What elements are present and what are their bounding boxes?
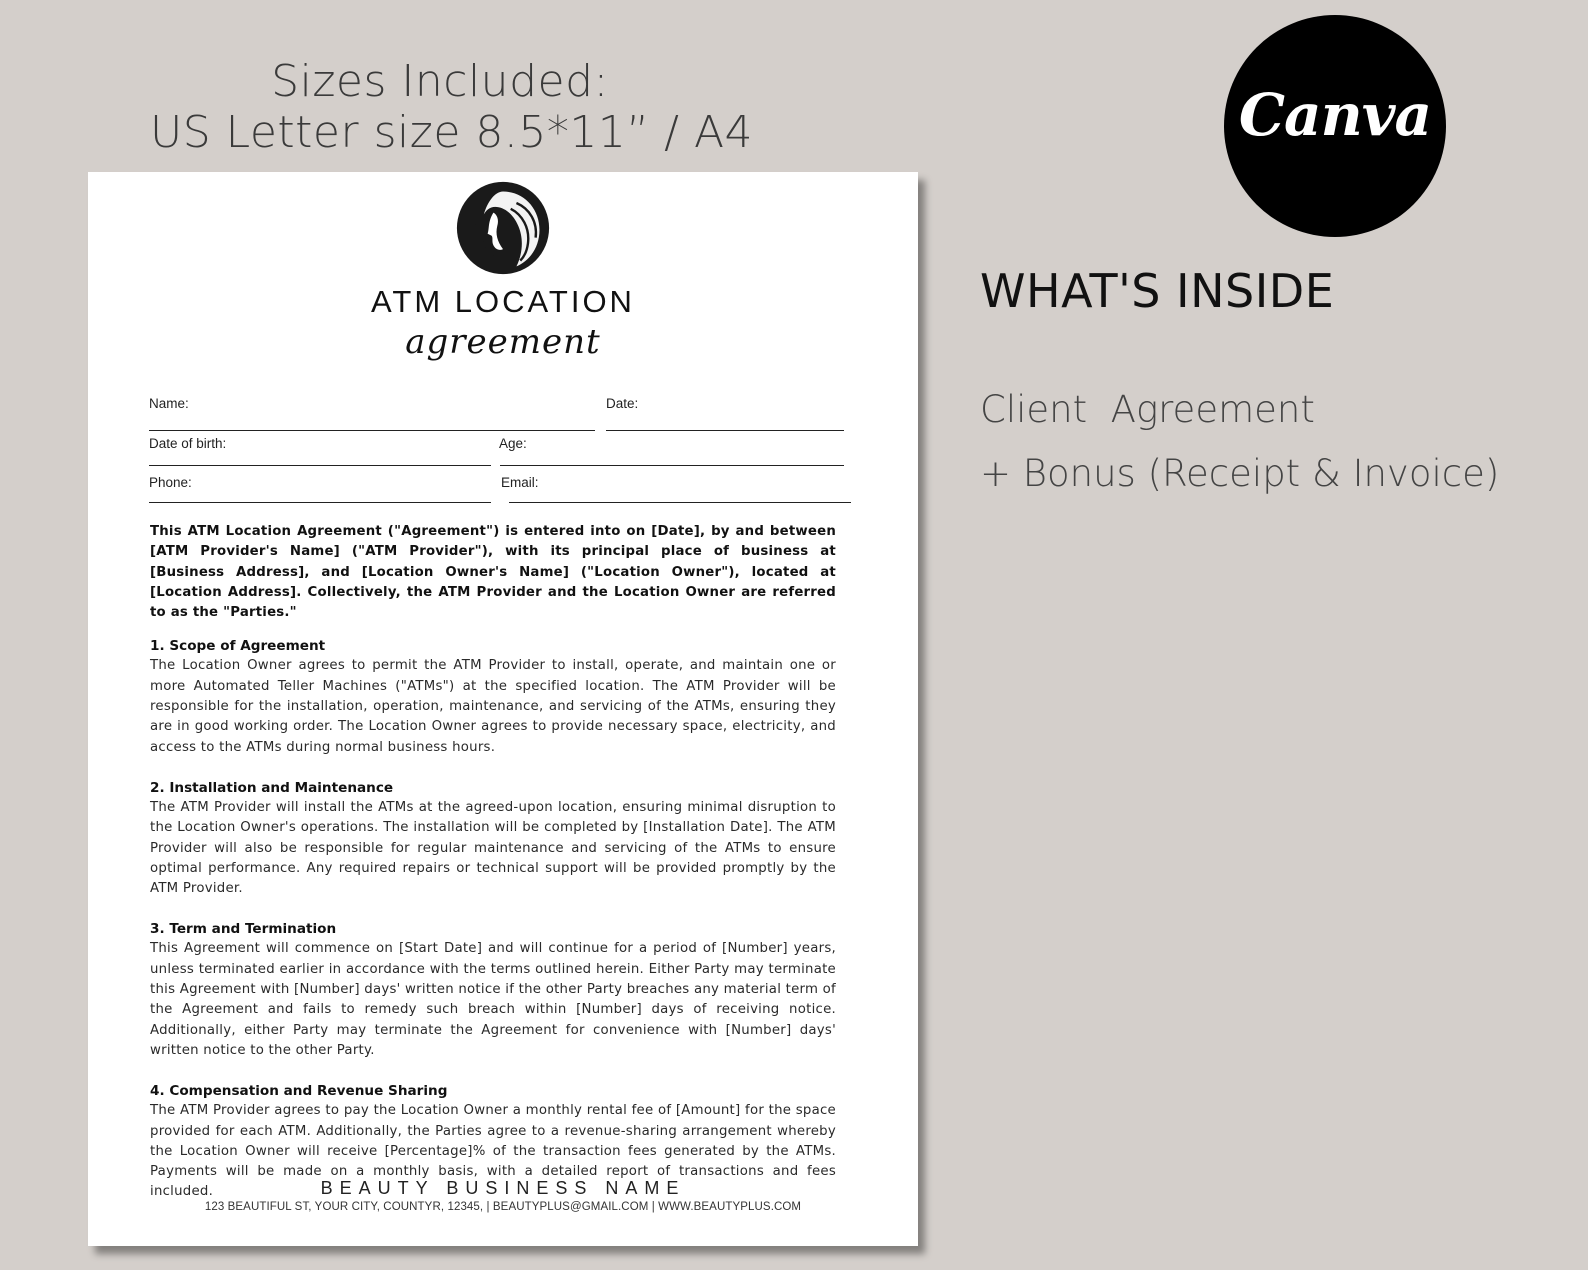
- field-line-date[interactable]: [606, 430, 844, 431]
- whats-inside-heading: WHAT'S INSIDE: [980, 264, 1335, 318]
- section-heading: 1. Scope of Agreement: [150, 638, 326, 655]
- footer-business-name: BEAUTY BUSINESS NAME: [320, 1178, 686, 1198]
- woman-profile-logo-icon: [455, 180, 551, 276]
- section-text: This Agreement will commence on [Start Date] and will continue for a period of [Number] years, unless terminated earlier in accordance with the terms outlined herein. Either Party may terminate this Agreement with [Number] days' written notice if the other Party breaches any material term of the Agreement and fails to remedy such breach within [Number] days of receiving notice. Additionally, either Party may terminate the Agreement for convenience with [Number] days' written notice to the other Party.: [150, 941, 836, 1058]
- field-line-dob[interactable]: [149, 465, 491, 466]
- document-subtitle-script: agreement: [405, 322, 601, 362]
- document-title: ATM LOCATION: [371, 284, 635, 319]
- field-label-email: Email:: [501, 475, 539, 490]
- section-heading: 3. Term and Termination: [150, 921, 337, 938]
- field-label-name: Name:: [149, 396, 189, 411]
- field-label-dob: Date of birth:: [149, 436, 227, 451]
- sizes-line-2: US Letter size 8.5*11” / A4: [150, 107, 754, 158]
- section-text: The ATM Provider will install the ATMs at the agreed-upon location, ensuring minimal disruption to the Location Owner's operations. The installation will be completed by [Installation Date]. The ATM Provider will also be responsible for regular maintenance and servicing of the ATMs to ensure optimal performance. Any required repairs or technical support will be provided promptly by the ATM Provider.: [150, 799, 836, 897]
- section-installation: [150, 778, 836, 899]
- field-line-phone[interactable]: [149, 502, 491, 503]
- inside-item-bonus: + Bonus (Receipt & Invoice): [980, 452, 1500, 495]
- sizes-line-1: Sizes Included:: [271, 56, 609, 107]
- field-label-phone: Phone:: [149, 475, 192, 490]
- document-page: [88, 172, 918, 1246]
- section-scope: [150, 636, 836, 757]
- canva-logo-badge: [1224, 15, 1446, 237]
- section-heading: 4. Compensation and Revenue Sharing: [150, 1083, 448, 1100]
- field-label-age: Age:: [499, 436, 527, 451]
- inside-item-client-agreement: Client Agreement: [980, 388, 1315, 431]
- field-line-name[interactable]: [149, 430, 595, 431]
- section-text: The Location Owner agrees to permit the ATM Provider to install, operate, and maintain one or more Automated Teller Machines ("ATMs") at the specified location. The ATM Provider will be responsible for the installation, operation, maintenance, and servicing of the ATMs, ensuring they are in good working order. The Location Owner agrees to provide necessary space, electricity, and access to the ATMs during normal business hours.: [150, 658, 836, 755]
- agreement-intro: This ATM Location Agreement ("Agreement") is entered into on [Date], by and between [ATM Provider's Name] ("ATM Provider"), with its principal place of business at [Business Address], and [Location Owner's Name] ("Location Owner"), located at [Location Address]. Collectively, the ATM Provider and the Location Owner are referred to as the "Parties.": [150, 524, 836, 621]
- section-heading: 2. Installation and Maintenance: [150, 779, 394, 796]
- field-label-date: Date:: [606, 396, 639, 411]
- field-line-age[interactable]: [500, 465, 844, 466]
- footer-address: 123 BEAUTIFUL ST, YOUR CITY, COUNTYR, 12345, | BEAUTYPLUS@GMAIL.COM | WWW.BEAUTYPLUS.COM: [204, 1201, 802, 1213]
- section-term: [150, 919, 836, 1061]
- agreement-body: [150, 522, 836, 1203]
- canva-logo-text: Canva: [1238, 81, 1432, 149]
- field-line-email[interactable]: [509, 502, 851, 503]
- sizes-included-caption: [150, 56, 754, 158]
- section-text: The ATM Provider agrees to pay the Location Owner a monthly rental fee of [Amount] for the space provided for each ATM. Additionally, the Parties agree to a revenue-sharing arrangement whereby the Location Owner will receive [Percentage]% of the transaction fees generated by the ATMs. Payments will be made on a monthly basis, with a detailed report of transactions and fees included.: [150, 1103, 836, 1200]
